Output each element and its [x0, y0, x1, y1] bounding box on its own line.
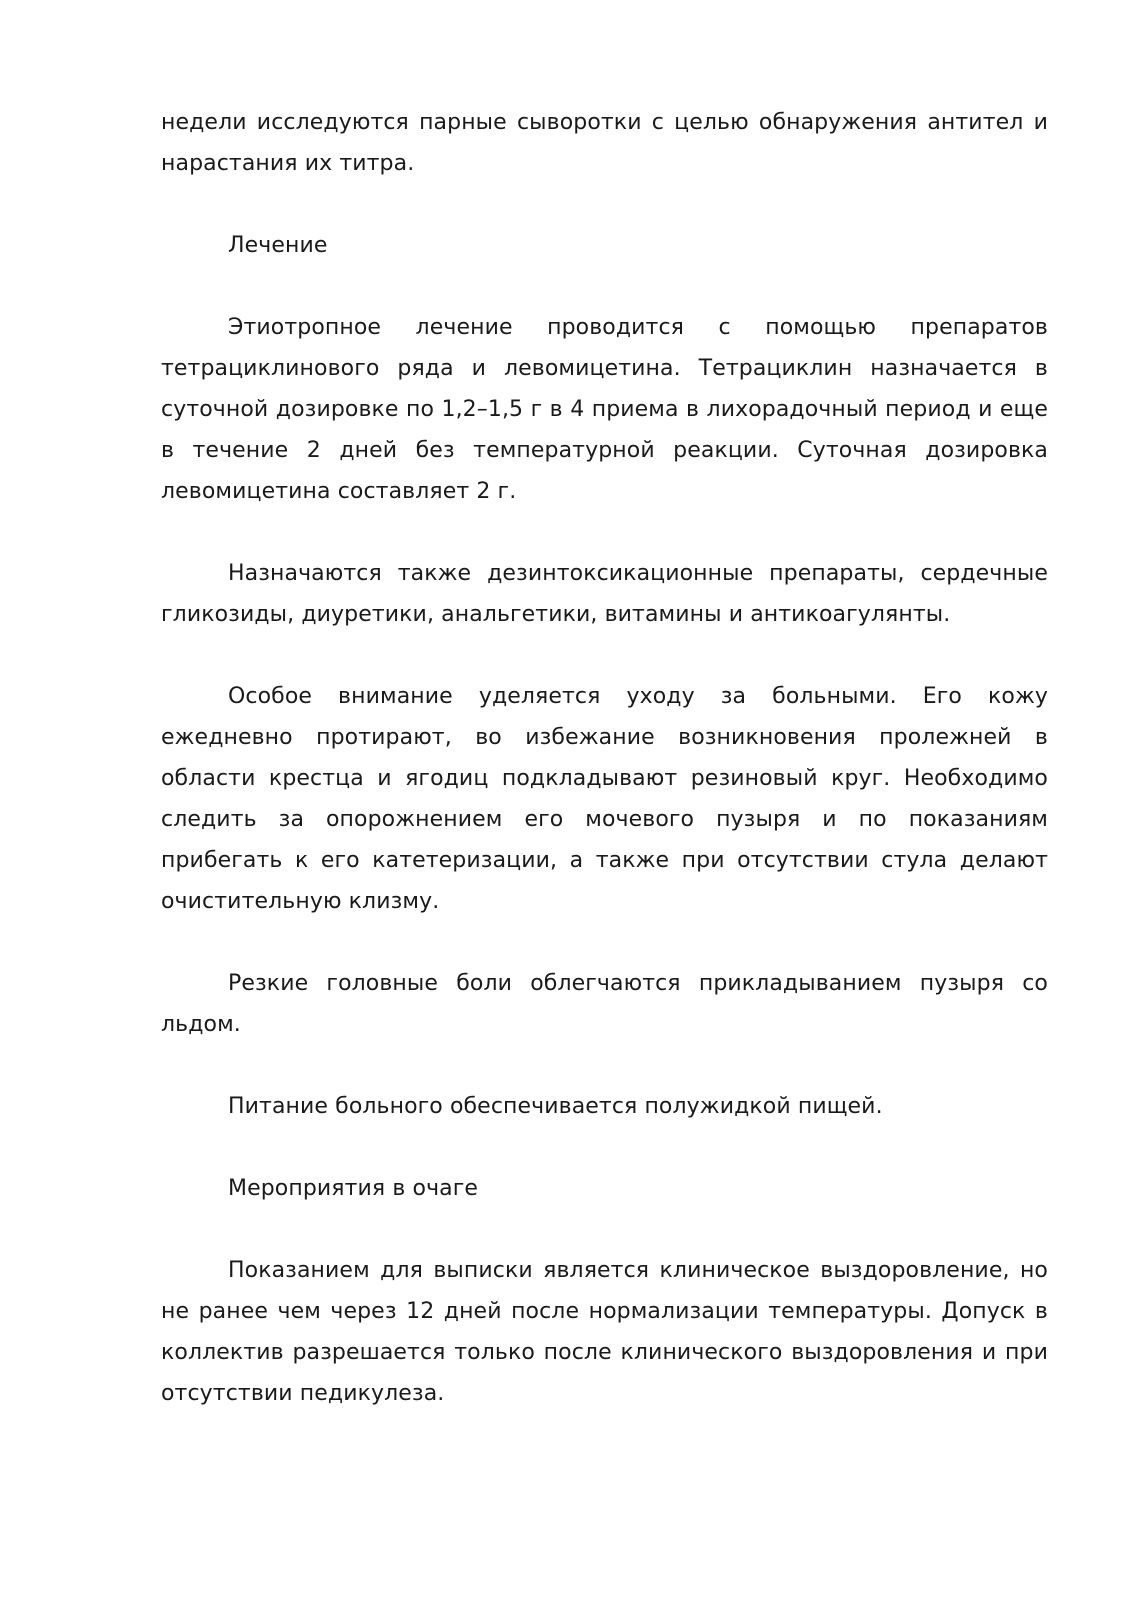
paragraph-patient-care: Особое внимание уделяется уходу за больными. Его кожу ежедневно протирают, во избежание возникновения пролежней в области крестца и ягодиц подкладывают резиновый круг. Необходимо следить за опорожнением его мочевого пузыря и по показаниям прибегать к его катетеризации, а также при отсутствии стула делают очистительную клизму.	[161, 684, 1048, 914]
section-heading-outbreak-measures: Мероприятия в очаге	[228, 1176, 479, 1201]
paragraph-etiotropic-treatment: Этиотропное лечение проводится с помощью препаратов тетрациклинового ряда и левомицетина. Тетрациклин назначается в суточной дозировке по 1,2–1,5 г в 4 приема в лихорадочный период и еще в течение 2 дней без температурной реакции. Суточная дозировка левомицетина составляет 2 г.	[161, 315, 1048, 504]
paragraph-headache: Резкие головные боли облегчаются прикладыванием пузыря со льдом.	[161, 971, 1048, 1037]
document-body	[161, 102, 1048, 1414]
paragraph-additional-drugs: Назначаются также дезинтоксикационные препараты, сердечные гликозиды, диуретики, анальгетики, витамины и антикоагулянты.	[161, 561, 1048, 627]
section-heading-treatment: Лечение	[228, 233, 328, 258]
paragraph-nutrition: Питание больного обеспечивается полужидкой пищей.	[228, 1094, 883, 1119]
paragraph-continuation: недели исследуются парные сыворотки с целью обнаружения антител и нарастания их титра.	[161, 110, 1048, 176]
paragraph-discharge: Показанием для выписки является клиническое выздоровление, но не ранее чем через 12 дней после нормализации температуры. Допуск в коллектив разрешается только после клинического выздоровления и при отсутствии педикулеза.	[161, 1258, 1048, 1406]
